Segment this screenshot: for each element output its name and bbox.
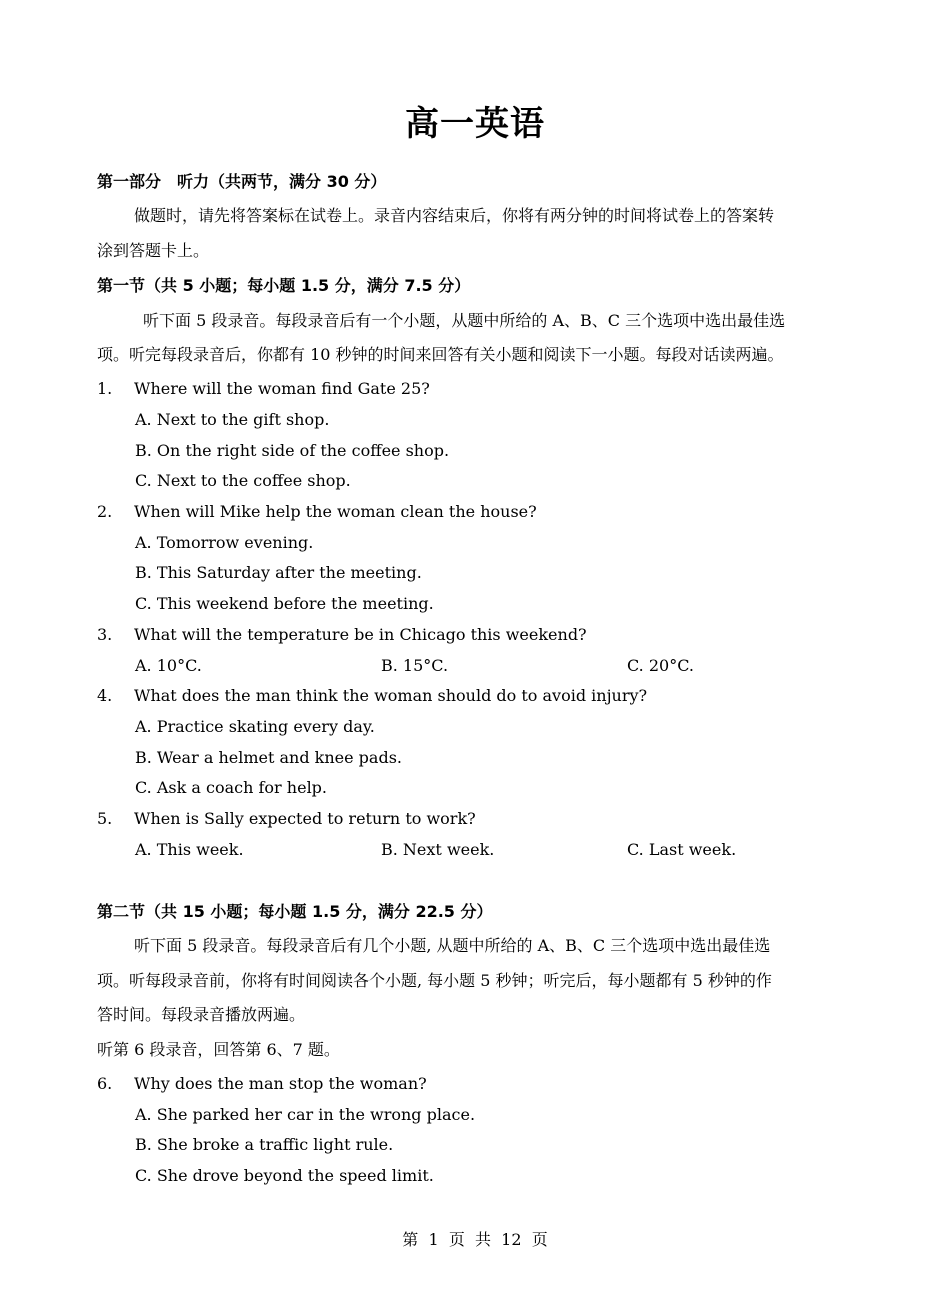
part1-heading: 第一部分 听力（共两节，满分 30 分）: [97, 172, 387, 191]
question-text: Where will the woman find Gate 25?: [134, 379, 430, 398]
section1-intro-line2: 项。听完每段录音后，你都有 10 秒钟的时间来回答有关小题和阅读下一小题。每段对话读两遍。: [97, 345, 784, 364]
option-c: C. This weekend before the meeting.: [135, 594, 434, 613]
question-text: What will the temperature be in Chicago this weekend?: [134, 625, 587, 644]
option-c: C. Last week.: [627, 840, 737, 859]
question-text: When is Sally expected to return to work?: [134, 809, 476, 828]
question-number: 2.: [97, 502, 113, 521]
section1-intro-line1: 听下面 5 段录音。每段录音后有一个小题，从题中所给的 A、B、C 三个选项中选出最佳选: [143, 311, 786, 330]
page-title: 高一英语: [405, 104, 545, 144]
option-b: B. This Saturday after the meeting.: [135, 563, 422, 582]
question-number: 4.: [97, 686, 113, 705]
question-text: When will Mike help the woman clean the house?: [134, 502, 537, 521]
section2-intro-line1: 听下面 5 段录音。每段录音后有几个小题, 从题中所给的 A、B、C 三个选项中选出最佳选: [134, 936, 771, 955]
section1-heading: 第一节（共 5 小题；每小题 1.5 分，满分 7.5 分）: [97, 276, 471, 295]
option-c: C. 20°C.: [627, 656, 694, 675]
option-b: B. Next week.: [381, 840, 495, 859]
option-a: A. This week.: [135, 840, 244, 859]
option-c: C. Ask a coach for help.: [135, 778, 328, 797]
section2-intro-line2: 项。听每段录音前，你将有时间阅读各个小题, 每小题 5 秒钟；听完后，每小题都有 5 秒钟的作: [97, 971, 772, 990]
page-footer: 第 1 页 共 12 页: [402, 1230, 548, 1249]
option-b: B. On the right side of the coffee shop.: [135, 441, 450, 460]
option-b: B. 15°C.: [381, 656, 449, 675]
question-number: 6.: [97, 1074, 113, 1093]
section2-intro-line3: 答时间。每段录音播放两遍。: [97, 1005, 306, 1024]
option-a: A. Practice skating every day.: [135, 717, 375, 736]
section2-heading: 第二节（共 15 小题；每小题 1.5 分，满分 22.5 分）: [97, 902, 493, 921]
option-a: A. 10°C.: [135, 656, 202, 675]
question-text: Why does the man stop the woman?: [134, 1074, 427, 1093]
question-number: 5.: [97, 809, 113, 828]
option-b: B. She broke a traffic light rule.: [135, 1135, 394, 1154]
question-number: 1.: [97, 379, 113, 398]
option-b: B. Wear a helmet and knee pads.: [135, 748, 402, 767]
option-a: A. Next to the gift shop.: [135, 410, 330, 429]
option-c: C. Next to the coffee shop.: [135, 471, 351, 490]
option-a: A. Tomorrow evening.: [135, 533, 314, 552]
question-number: 3.: [97, 625, 113, 644]
option-a: A. She parked her car in the wrong place.: [135, 1105, 476, 1124]
section2-sub-intro: 听第 6 段录音，回答第 6、7 题。: [97, 1040, 340, 1059]
part1-intro-line2: 涂到答题卡上。: [97, 241, 210, 260]
part1-intro-line1: 做题时，请先将答案标在试卷上。录音内容结束后，你将有两分钟的时间将试卷上的答案转: [134, 206, 775, 225]
question-text: What does the man think the woman should do to avoid injury?: [134, 686, 648, 705]
option-c: C. She drove beyond the speed limit.: [135, 1166, 434, 1185]
